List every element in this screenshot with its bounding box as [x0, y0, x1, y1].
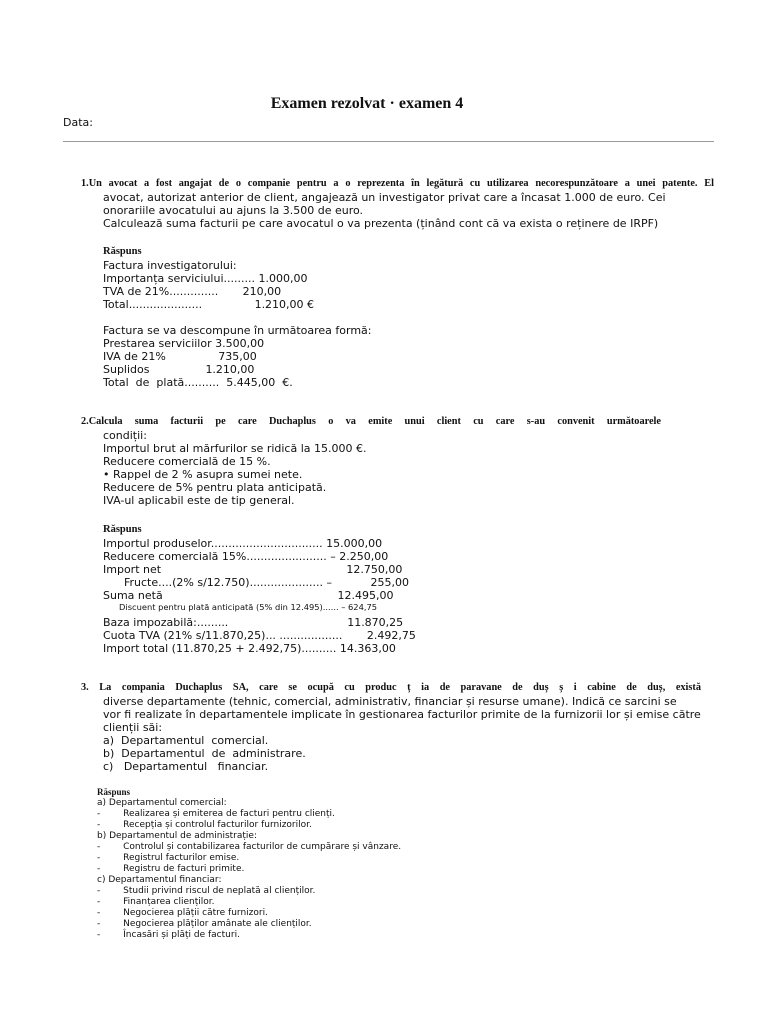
answer-3-line: - Registrul facturilor emise.: [97, 853, 240, 863]
question-3-option: a) Departamentul comercial.: [103, 734, 269, 747]
answer-2-line: Importul produselor................................ 15.000,00: [103, 537, 383, 550]
answer-3-label: Răspuns: [97, 787, 131, 797]
question-1-line: onorariile avocatului au ajuns la 3.500 de euro.: [103, 204, 364, 217]
answer-1-line: Importanța serviciului......... 1.000,00: [103, 272, 308, 285]
question-2-line: IVA-ul aplicabil este de tip general.: [103, 494, 295, 507]
date-label: Data:: [63, 116, 93, 129]
question-3-heading: 3. La compania Duchaplus SA, care se ocupă cu produc ț ia de paravane de duș ș i cabine de duș, există: [81, 682, 701, 693]
question-3-line: clienții săi:: [103, 721, 163, 734]
question-2-line: condiții:: [103, 429, 147, 442]
answer-2-line: Suma netă 12.495,00: [103, 589, 394, 602]
answer-3-line: - Controlul și contabilizarea facturilor de cumpărare și vânzare.: [97, 842, 402, 852]
answer-3-line: - Studii privind riscul de neplată al clienților.: [97, 886, 316, 896]
answer-2-line: Import total (11.870,25 + 2.492,75).......... 14.363,00: [103, 642, 396, 655]
question-1-line: avocat, autorizat anterior de client, angajează un investigator privat care a încasat 1.000 de euro. Cei: [103, 191, 666, 204]
header-divider: [63, 141, 714, 142]
answer-2-discount-note: Discuent pentru plată anticipată (5% din 12.495)...... – 624,75: [119, 602, 378, 612]
question-3-line: vor fi realizate în departamentele implicate în gestionarea facturilor primite de la furnizorii lor și emise către: [103, 708, 701, 721]
question-2-heading: 2.Calcula suma facturii pe care Duchaplus o va emite unui client cu care s-au convenit următoarele: [81, 416, 661, 427]
answer-3-line: b) Departamentul de administrație:: [97, 831, 257, 841]
answer-3-line: - Negocierea plăților amânate ale clienților.: [97, 919, 312, 929]
answer-2-line: Import net 12.750,00: [103, 563, 403, 576]
answer-2-line: Fructe....(2% s/12.750)..................... – 255,00: [103, 576, 409, 589]
question-2-line: • Rappel de 2 % asupra sumei nete.: [103, 468, 303, 481]
answer-1-line: Factura se va descompune în următoarea formă:: [103, 324, 372, 337]
answer-3-line: - Încasări și plăți de facturi.: [97, 930, 240, 940]
question-3-option: c) Departamentul financiar.: [103, 760, 269, 773]
question-3-option: b) Departamentul de administrare.: [103, 747, 306, 760]
answer-1-line: TVA de 21%.............. 210,00: [103, 285, 282, 298]
answer-3-line: c) Departamentul financiar:: [97, 875, 222, 885]
answer-3-line: a) Departamentul comercial:: [97, 798, 227, 808]
question-2-line: Reducere comercială de 15 %.: [103, 455, 271, 468]
answer-1-line: Suplidos 1.210,00: [103, 363, 255, 376]
answer-1-label: Răspuns: [103, 246, 142, 257]
answer-3-line: - Negocierea plății către furnizori.: [97, 908, 268, 918]
answer-3-line: - Realizarea și emiterea de facturi pentru clienți.: [97, 809, 335, 819]
answer-1-line: Prestarea serviciilor 3.500,00: [103, 337, 265, 350]
answer-2-line: Baza impozabilă:......... 11.870,25: [103, 616, 404, 629]
question-3-line: diverse departamente (tehnic, comercial, administrativ, financiar și resurse umane). Indică ce sarcini se: [103, 695, 677, 708]
answer-3-line: - Finanțarea clienților.: [97, 897, 215, 907]
answer-3-line: - Recepția și controlul facturilor furnizorilor.: [97, 820, 312, 830]
answer-3-line: - Registru de facturi primite.: [97, 864, 245, 874]
page-title: Examen rezolvat · examen 4: [270, 95, 464, 112]
answer-2-line: Reducere comercială 15%....................... – 2.250,00: [103, 550, 389, 563]
answer-1-line: Total de plată.......... 5.445,00 €.: [103, 376, 293, 389]
question-2-line: Importul brut al mărfurilor se ridică la 15.000 €.: [103, 442, 367, 455]
answer-1-line: Total..................... 1.210,00 €: [103, 298, 315, 311]
answer-2-line: Cuota TVA (21% s/11.870,25)... .................. 2.492,75: [103, 629, 416, 642]
answer-1-line: Factura investigatorului:: [103, 259, 237, 272]
question-1-line: Calculează suma facturii pe care avocatul o va prezenta (ținând cont că va exista o reținere de IRPF): [103, 217, 659, 230]
question-1-heading: 1.Un avocat a fost angajat de o companie pentru a o reprezenta în legătură cu utilizarea necorespunzătoare a unei patente. El: [81, 178, 714, 189]
answer-2-label: Răspuns: [103, 524, 142, 535]
question-2-line: Reducere de 5% pentru plata anticipată.: [103, 481, 327, 494]
answer-1-line: IVA de 21% 735,00: [103, 350, 257, 363]
